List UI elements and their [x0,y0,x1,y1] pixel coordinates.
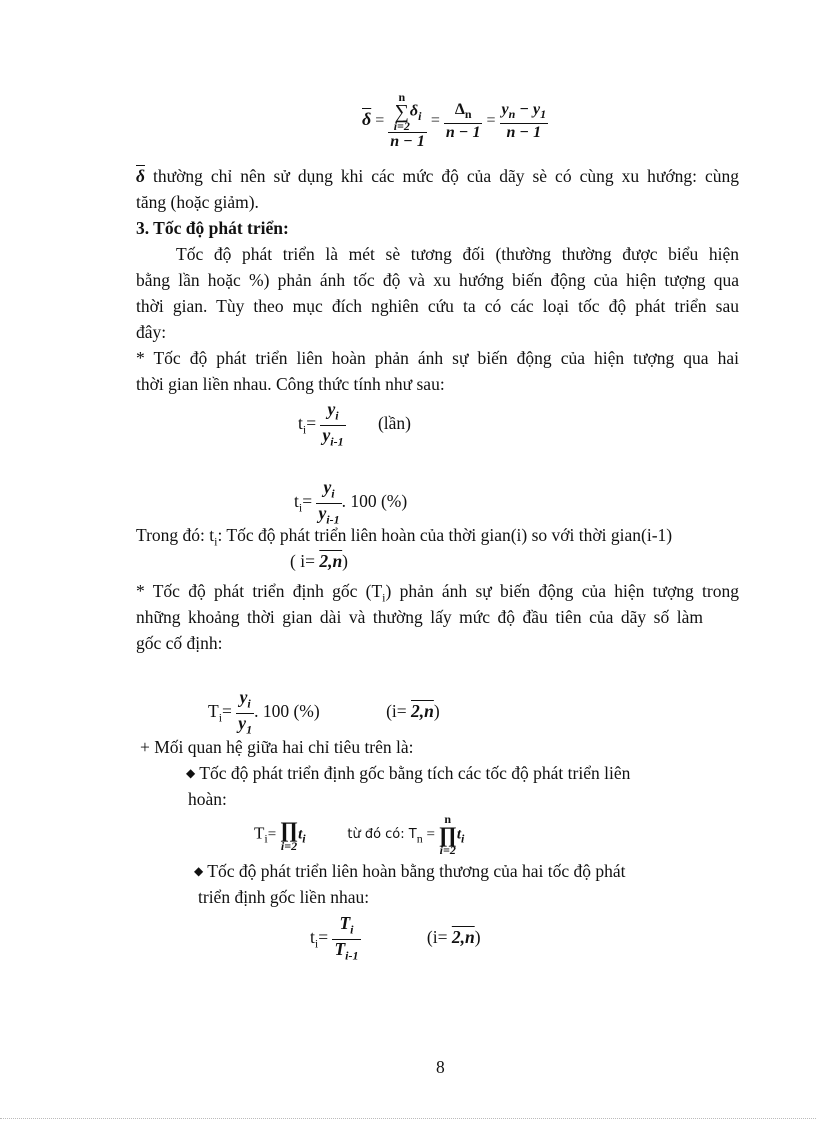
diamond-bullet-icon: ◆ [186,766,196,780]
note-line-1: $\overline{\delta}$ thường chỉ nên sử dụng khi các mức độ của dãy sè có cùng xu hướng: cùng [136,166,740,186]
fraction-sum-delta: n ∑ i=2 $\delta_i$ n − 1 [390,90,425,150]
bullet-1-line-2: hoàn: [188,789,227,809]
product-operator-2: n ∏ i=2 [438,812,457,857]
page-footer-line [0,1118,816,1119]
para2-line-2: thời gian liền nhau. Công thức tính như sau: [136,374,445,394]
fraction-delta-n: $\frac{\Delta_n}{n - 1}$ [445,100,481,142]
fraction-yi-y1: $\frac{y_i}{y_1}$ [238,687,253,736]
formula-t-times: $t_i=$ $\frac{y_i}{y_{i-1}}$ (lần) [298,399,412,448]
bullet-2-line-2: triển định gốc liền nhau: [198,887,370,907]
fraction-yn-y1: $\frac{y_n - y_1}{n - 1}$ [501,100,547,142]
note-line-2: tăng (hoặc giảm). [136,192,259,212]
para3-line-2: những khoảng thời gian dài và thường lấy mức độ đầu tiên của dãy số làm [136,607,703,627]
formula-product: $T_i=$ ∏ i=2 $t_i$ từ đó có: $T_n$ = n ∏ i=2 $t_i$ [254,812,465,857]
product-operator-1: ∏ i=2 [279,816,299,853]
relation-heading: + Mối quan hệ giữa hai chỉ tiêu trên là: [140,737,414,757]
where-clause: Trong đó: $t_i$: Tốc độ phát triển liên hoàn của thời gian(i) so với thời gian(i-1) [136,525,673,549]
para1-line-3: thời gian. Tùy theo mục đích nghiên cứu ta có các loại tốc độ phát triển sau [136,296,739,316]
formula-T-fixed: $T_i=$ $\frac{y_i}{y_1}$ . 100 (%) (i= 2,n) [208,687,440,736]
formula-ratio: $t_i=$ $\frac{T_i}{T_{i-1}}$ (i= 2,n) [310,913,481,962]
para1-line-1: Tốc độ phát triển là mét sè tương đối (thường thường được biểu hiện [176,244,739,264]
fraction-yi-yi-1-percent: $\frac{y_i}{y_{i-1}}$ [318,477,340,526]
bullet-1-line-1: ◆ Tốc độ phát triển định gốc bằng tích các tốc độ phát triển liên [186,763,631,783]
sum-operator: n ∑ i=2 [393,90,410,133]
fraction-yi-yi-1: $\frac{y_i}{y_{i-1}}$ [322,399,344,448]
fraction-Ti-Ti-1: $\frac{T_i}{T_{i-1}}$ [334,913,359,962]
para3-line-3: gốc cố định: [136,633,223,653]
para1-line-4: đây: [136,322,167,342]
formula-mean-delta: $\overline{\delta}$ = n ∑ i=2 $\delta_i$ n − 1 = $\frac{\Delta_n}{n - 1}$ = $\frac{y_n - y_1}{n - 1}$ [362,90,547,150]
range-1: ( i= 2,n) [290,551,348,571]
bullet-2-line-1: ◆ Tốc độ phát triển liên hoàn bằng thương của hai tốc độ phát [194,861,626,881]
section-heading: 3. Tốc độ phát triển: [136,218,289,238]
para3-line-1: * Tốc độ phát triển định gốc $(T_i)$ phản ánh sự biến động của hiện tượng trong [136,581,739,605]
para2-line-1: * Tốc độ phát triển liên hoàn phản ánh sự biến động của hiện tượng qua hai [136,348,739,368]
formula-t-percent: $t_i=$ $\frac{y_i}{y_{i-1}}$ . 100 (%) [294,477,408,526]
delta-bar-symbol: $\overline{\delta}$ [362,109,372,130]
para1-line-2: bằng lần hoặc %) phản ánh tốc độ và xu hướng biến động của hiện tượng qua [136,270,739,290]
page-number: 8 [436,1057,445,1077]
diamond-bullet-icon: ◆ [194,864,204,878]
